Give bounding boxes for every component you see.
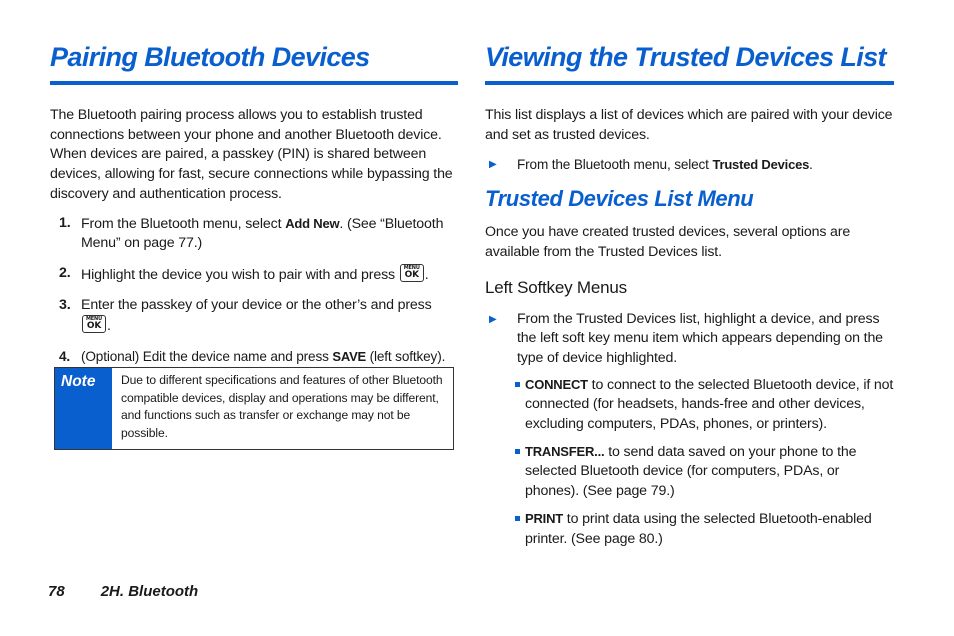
option-text: to print data using the selected Bluetooth-enabled printer. (See page 80.) (525, 510, 872, 547)
note-label: Note (55, 368, 112, 449)
option-text: to send data saved on your phone to the selected Bluetooth device (for computers, PDAs, or phones). (See page 79.) (525, 443, 857, 500)
page-title-pairing: Pairing Bluetooth Devices (50, 42, 370, 72)
step-text: (Optional) Edit the device name and press (81, 349, 333, 365)
arrow-bullet-icon: ▶ (489, 159, 497, 171)
keyword-connect: CONNECT (525, 376, 588, 392)
step-item (50, 264, 458, 286)
option-item (485, 375, 894, 435)
arrow-step (485, 155, 894, 175)
note-text: Due to different specifications and features of other Bluetooth compatible devices, display and operations may be different, and functions such as transfer or exchange may not be possible. (121, 373, 443, 441)
step-text: . (424, 266, 429, 283)
softkey-heading: Left Softkey Menus (485, 277, 627, 297)
square-bullet-icon (515, 382, 520, 387)
section-name: 2H. Bluetooth (100, 583, 199, 600)
title-rule (485, 81, 894, 85)
option-text: to connect to the selected Bluetooth device, if not connected (for headsets, hands-free and other devices, excluding computers, PDAs, phones, or printers). (525, 376, 894, 433)
keyword-transfer: TRANSFER... (525, 443, 605, 459)
option-item (485, 442, 894, 502)
pairing-steps (50, 214, 458, 367)
menu-key-top-label: MENU (403, 264, 420, 271)
pairing-intro: The Bluetooth pairing process allows you to establish trusted connections between your phone and another Bluetooth device. When devices are paired, a passkey (PIN) is shared between devices, allowing for fast, secure connections while bypassing the discovery and authentication process. (50, 107, 453, 202)
right-column (485, 38, 894, 549)
left-column (50, 38, 458, 377)
step-text: . (See “Bluetooth Menu” on page 77.) (81, 215, 444, 252)
menu-key-top-label: MENU (85, 316, 103, 323)
trusted-menu-intro: Once you have created trusted devices, several options are available from the Trusted Devices list. (485, 224, 851, 260)
subsection-title: Trusted Devices List Menu (485, 186, 754, 212)
step-text: Highlight the device you wish to pair with and press (81, 266, 399, 283)
note-box (54, 367, 454, 450)
keyword-print: PRINT (525, 510, 564, 526)
keyword-add-new: Add New (285, 215, 340, 231)
step-text: From the Trusted Devices list, highlight a device, and press the left soft key menu item which appears depending on the type of device highlighted. (517, 310, 883, 366)
title-rule (50, 81, 458, 85)
step-item (50, 347, 458, 367)
keyword-trusted-devices: Trusted Devices (712, 157, 810, 173)
menu-ok-key-icon (82, 315, 106, 333)
square-bullet-icon (515, 449, 520, 454)
square-bullet-icon (515, 516, 520, 521)
option-item (485, 509, 894, 549)
step-text: (left softkey). (366, 349, 446, 365)
keyword-save: SAVE (332, 349, 367, 365)
menu-key-bottom-label: OK (86, 321, 102, 332)
step-text: From the Bluetooth menu, select (517, 157, 713, 173)
step-item (50, 296, 458, 337)
menu-ok-key-icon (400, 264, 424, 282)
arrow-step (485, 310, 894, 369)
step-text: From the Bluetooth menu, select (81, 215, 286, 232)
step-text: . (107, 318, 111, 335)
trusted-list-intro: This list displays a list of devices which are paired with your device and set as trusted devices. (485, 107, 893, 143)
step-text: . (809, 157, 813, 173)
step-number: 4. (59, 349, 71, 365)
step-number: 2. (59, 264, 71, 281)
menu-key-bottom-label: OK (404, 269, 419, 280)
page-number: 78 (48, 583, 65, 600)
page-title-trusted: Viewing the Trusted Devices List (485, 42, 886, 72)
arrow-bullet-icon: ▶ (489, 313, 497, 325)
page-footer (48, 582, 198, 602)
step-text: Enter the passkey of your device or the other’s and press (81, 296, 432, 313)
step-number: 3. (59, 296, 71, 313)
step-number: 1. (59, 214, 71, 231)
step-item (50, 214, 458, 254)
